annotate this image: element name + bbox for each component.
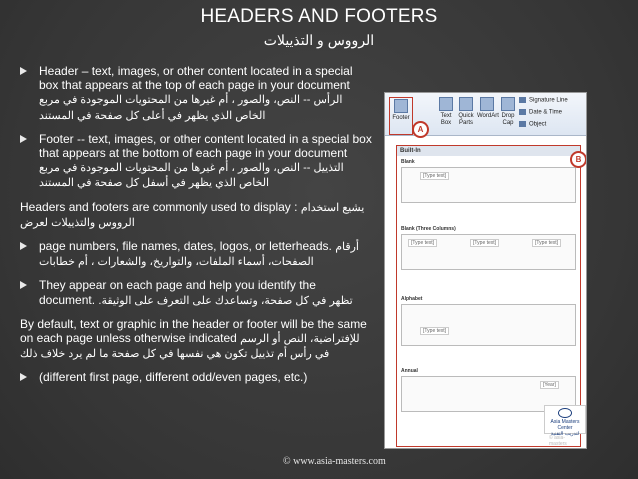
placeholder: [Type text] [408,239,437,247]
footer-option-alphabet[interactable] [401,296,576,346]
option-label: Annual [401,368,418,374]
footer-credit: © www.asia-masters.com [283,456,386,467]
bullet-arrow-icon [20,281,27,289]
paragraph-text: Headers and footers are commonly used to display : [20,199,298,214]
option-label: Blank (Three Columns) [401,226,456,232]
bullet-text: page numbers, file names, dates, logos, or letterheads. [39,239,332,254]
callout-badge-b: B [570,151,587,168]
placeholder: [Type text] [470,239,499,247]
bullet-different-pages [20,370,375,384]
option-preview [401,167,576,203]
date-time-label: Date & Time [529,109,563,116]
slide-subtitle: الرووس و التذييلات [263,32,375,48]
paragraph-text-arabic: للإفتراضية، النص أو الرسم في رأس أم تذييل تكون هي نفسها في كل صفحة ما لم يرد خلاف ذلك [20,333,360,361]
placeholder: [Type text] [532,239,561,247]
builtin-heading: Built-In [397,146,580,156]
paragraph-default [20,317,375,362]
bullet-footer [20,132,375,191]
placeholder: [Type text] [420,172,449,180]
signature-line-label: Signature Line [529,97,568,104]
footer-option-blank[interactable] [401,159,576,203]
quick-parts-label: Quick Parts [458,113,474,126]
wordart-icon [480,97,494,111]
logo-mark-icon [558,408,572,418]
bullet-arrow-icon [20,67,27,75]
logo-text: Asia Masters Center [550,419,580,431]
wordart-label: WordArt [477,113,499,119]
object-label: Object [529,121,547,128]
text-box-button[interactable] [437,97,455,131]
calendar-icon [519,109,526,115]
paragraph-text: By default, text or graphic in the header or footer will be the same on each page unless otherwise indicated [20,316,367,346]
placeholder: [Type text] [420,327,449,335]
footer-icon [394,99,408,113]
bullet-text-arabic: الرأس -- النص، والصور ، أم غيرها من المحتويات الموجودة في مربع الخاص الذي يظهر في أعلى كل صفحة في المستند [39,94,343,122]
bullet-appear [20,278,375,307]
bullet-text: They appear on each page and help you identify the document. [39,278,316,307]
bullet-arrow-icon [20,135,27,143]
option-preview [401,304,576,346]
signature-icon [519,97,526,103]
object-icon [519,121,526,127]
bullet-text-arabic: أرقام الصفحات، أسماء الملفات، والتواريخ، والشعارات ، أم خطابات [39,241,359,269]
option-preview [401,234,576,270]
text-box-label: Text Box [440,113,452,126]
quick-parts-button[interactable] [457,97,475,131]
bullet-text-arabic: تظهر في كل صفحة، وتساعدك على التعرف على الوثيقة. [98,294,353,307]
placeholder: [Year] [540,381,559,389]
footer-button[interactable] [389,97,413,135]
bullet-header [20,64,375,123]
signature-line-button[interactable] [519,97,568,104]
drop-cap-icon [501,97,515,111]
bullet-text-arabic: التذييل -- النص، والصور ، أم غيرها من المحتويات الموجودة في مربع الخاص الذي يظهر في أسفل كل صفحة في المستند [39,162,344,190]
bullet-arrow-icon [20,242,27,250]
drop-cap-label: Drop Cap [501,113,515,126]
logo-text-arabic: لتدريب التقنية [550,431,580,437]
paragraph-usage [20,200,375,230]
wordart-button[interactable] [477,97,497,131]
bullet-text: Footer -- text, images, or other content located in a special box that appears at the bottom of each page in your document [39,131,372,161]
word-footer-screenshot [384,92,587,449]
date-time-button[interactable] [519,109,562,116]
text-box-icon [439,97,453,111]
slide-title: HEADERS AND FOOTERS [200,6,438,27]
object-button[interactable] [519,121,546,128]
footer-option-three-columns[interactable] [401,226,576,270]
bullet-arrow-icon [20,373,27,381]
option-label: Alphabet [401,296,423,302]
slide-content [20,64,375,394]
paragraph-text-arabic: يشيع استخدام الرووس والتذييلات لعرض [20,201,365,229]
option-label: Blank [401,159,415,165]
bullet-text: (different first page, different odd/even pages, etc.) [39,370,308,385]
asia-masters-logo [544,405,586,437]
drop-cap-button[interactable] [499,97,517,131]
bullet-text: Header – text, images, or other content located in a special box that appears at the top of each page in your document [39,64,353,93]
bullet-page-numbers [20,239,375,269]
callout-badge-a: A [412,121,429,138]
footer-gallery [396,145,581,447]
screenshot-watermark: © asia-masters [549,435,567,447]
footer-button-label: Footer [392,115,410,121]
quick-parts-icon [459,97,473,111]
